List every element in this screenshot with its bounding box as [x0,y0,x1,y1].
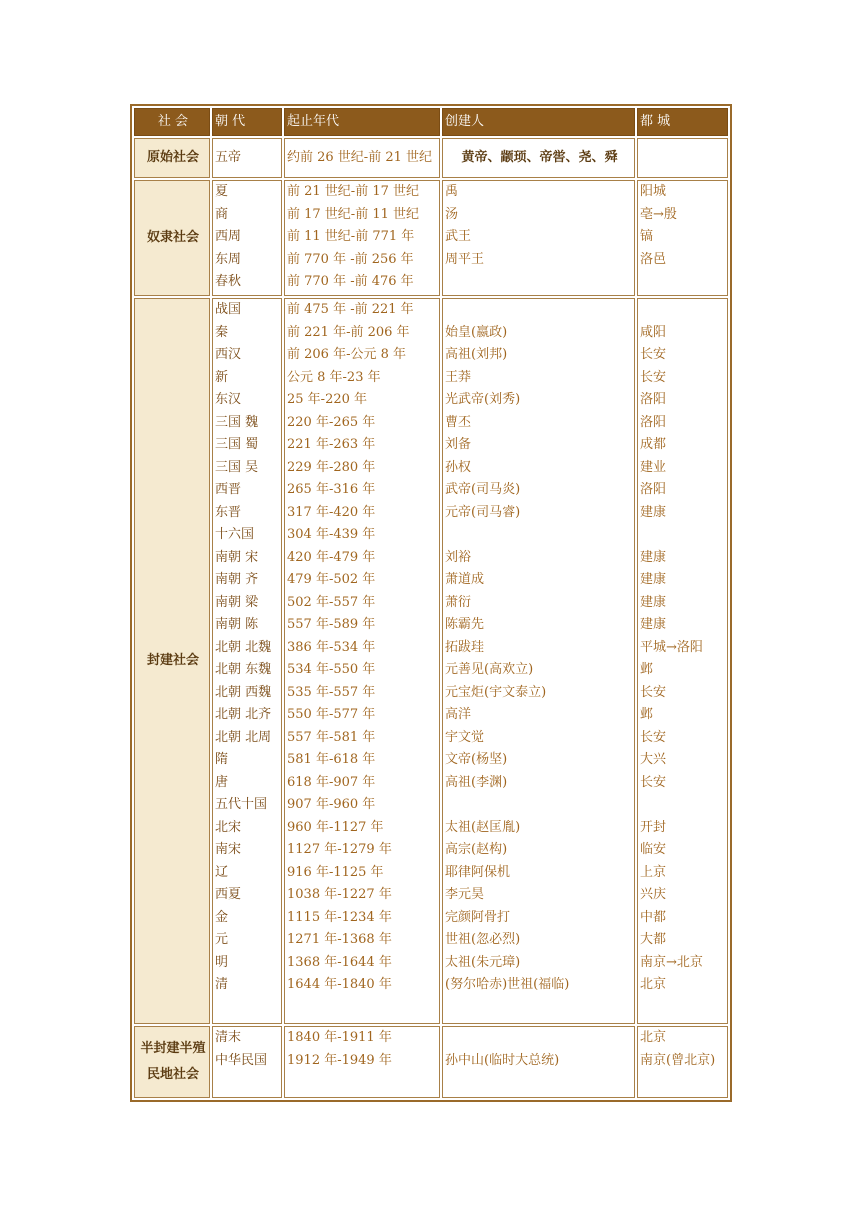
capital-name: 北京 [640,1030,667,1045]
founder-name: 王莽 [445,369,472,385]
capital-name: 成都 [640,437,667,452]
capital-name: 南京(曾北京) [640,1052,716,1068]
dynasty-name: 唐 [215,774,229,790]
dynasty-name: 中华民国 [215,1052,268,1068]
founder-name: 宇文觉 [445,729,485,745]
society-cell [134,138,210,178]
dynasty-name: 夏 [215,184,229,199]
capital-name: 兴庆 [640,887,667,902]
founder-name: 世祖(忽必烈) [445,932,521,947]
society-label-line: 半封建半殖 [140,1041,206,1056]
capital-column-cell [637,298,728,1024]
period-text: 1840 年-1911 年 [287,1030,392,1045]
founder-name: 拓跋珪 [445,639,485,655]
dynasty-name: 南朝 梁 [215,594,259,610]
period-text: 502 年-557 年 [287,594,376,610]
dynasty-name: 南朝 陈 [215,617,259,632]
period-text: 221 年-263 年 [287,437,376,452]
period-text: 前 17 世纪-前 11 世纪 [287,206,420,222]
dynasty-name: 战国 [215,302,242,317]
capital-name: 洛阳 [640,414,667,430]
dynasty-name: 北朝 北齐 [215,707,272,722]
society-cell [134,180,210,296]
period-text: 1115 年-1234 年 [287,909,392,925]
period-text: 960 年-1127 年 [287,819,384,835]
dynasty-column-cell [212,138,282,178]
dynasty-column-cell [212,180,282,296]
founder-name: 元宝炬(宇文泰立) [445,684,547,700]
society-group-row [134,298,728,1024]
founder-name: 高祖(李渊) [445,774,508,790]
capital-name: 建康 [640,549,667,565]
dynasty-name: 春秋 [215,274,242,289]
dynasty-name: 北朝 东魏 [215,662,272,677]
dynasty-name: 东汉 [215,392,242,407]
dynasty-name: 明 [215,954,229,970]
capital-name: 亳→殷 [640,206,677,222]
capital-name: 邺 [640,707,654,722]
founder-name [445,794,634,817]
period-column-cell [284,298,440,1024]
period-text: 1271 年-1368 年 [287,932,392,947]
period-text: 479 年-502 年 [287,572,376,587]
period-text: 公元 8 年-23 年 [287,369,381,385]
founder-name: 太祖(赵匡胤) [445,819,521,835]
capital-name: 长安 [640,347,667,362]
founder-name: 高洋 [445,707,472,722]
header-dynasty: 朝 代 [212,108,282,136]
period-text: 1644 年-1840 年 [287,977,392,992]
founder-column-cell [442,180,635,296]
capital-name: 临安 [640,842,667,857]
capital-name: 长安 [640,684,667,700]
capital-name: 中都 [640,909,667,925]
dynasty-column-cell [212,1026,282,1098]
period-text: 前 21 世纪-前 17 世纪 [287,184,420,199]
capital-name: 洛阳 [640,482,667,497]
dynasty-name: 清 [215,977,229,992]
capital-name: 建康 [640,572,667,587]
capital-name: 上京 [640,864,667,880]
period-text: 1912 年-1949 年 [287,1052,392,1068]
header-founder: 创建人 [442,108,635,136]
period-text: 534 年-550 年 [287,662,376,677]
capital-name: 洛邑 [640,251,667,267]
founder-name: (努尔哈赤)世祖(福临) [445,977,570,992]
founder-name: 刘裕 [445,549,472,565]
founder-name: 曹丕 [445,414,472,430]
founder-name: 周平王 [445,251,485,267]
period-text: 220 年-265 年 [287,414,376,430]
period-text: 1038 年-1227 年 [287,887,392,902]
founder-name: 李元昊 [445,887,485,902]
period-column-cell [284,138,440,178]
header-period: 起止年代 [284,108,440,136]
founder-name: 孙权 [445,459,472,475]
dynasty-name: 东晋 [215,504,242,520]
founder-name: 耶律阿保机 [445,864,511,880]
dynasty-name: 北朝 北魏 [215,639,272,655]
founder-name: 陈霸先 [445,617,485,632]
capital-name: 咸阳 [640,324,667,340]
founder-name [445,1027,634,1050]
capital-name [640,524,727,547]
period-text: 1368 年-1644 年 [287,954,392,970]
dynasty-name: 东周 [215,251,242,267]
capital-name: 北京 [640,977,667,992]
period-text: 581 年-618 年 [287,752,376,767]
founder-name: 萧道成 [445,572,485,587]
period-text: 前 475 年 -前 221 年 [287,302,414,317]
dynasty-name: 西夏 [215,887,242,902]
capital-name: 洛阳 [640,392,667,407]
founder-name: 元帝(司马睿) [445,504,521,520]
period-text: 前 11 世纪-前 771 年 [287,229,415,244]
dynasty-name: 北朝 西魏 [215,684,272,700]
dynasty-name: 南宋 [215,842,242,857]
founder-column-cell [442,298,635,1024]
capital-column-cell [637,1026,728,1098]
founder-name: 孙中山(临时大总统) [445,1052,560,1068]
capital-name: 长安 [640,369,667,385]
dynasty-name: 西周 [215,229,242,244]
dynasty-name: 金 [215,909,229,925]
capital-name: 大都 [640,932,667,947]
dynasty-name: 三国 蜀 [215,437,259,452]
period-text: 1127 年-1279 年 [287,842,392,857]
dynasty-name: 辽 [215,864,229,880]
founder-name: 完颜阿骨打 [445,909,511,925]
society-group-row [134,1026,728,1098]
founder-name: 始皇(嬴政) [445,324,508,340]
dynasty-name: 南朝 齐 [215,572,259,587]
founder-name: 禹 [445,184,459,199]
founder-name: 萧衍 [445,594,472,610]
dynasty-name: 清末 [215,1030,242,1045]
dynasty-table [130,104,732,1102]
capital-name: 长安 [640,774,667,790]
period-text: 317 年-420 年 [287,504,376,520]
dynasty-name: 隋 [215,752,229,767]
capital-name: 大兴 [640,752,667,767]
society-cell [134,1026,210,1098]
society-group-row [134,138,728,178]
capital-name: 建康 [640,504,667,520]
dynasty-name: 北宋 [215,819,242,835]
capital-name [640,147,727,170]
period-column-cell [284,180,440,296]
dynasty-name: 五代十国 [215,797,268,812]
period-text: 618 年-907 年 [287,774,376,790]
period-text: 907 年-960 年 [287,797,376,812]
founder-column-cell [442,1026,635,1098]
dynasty-name: 南朝 宋 [215,549,259,565]
period-text: 535 年-557 年 [287,684,376,700]
capital-column-cell [637,180,728,296]
founder-name: 高宗(赵构) [445,842,508,857]
capital-name [640,271,727,294]
capital-column-cell [637,138,728,178]
capital-name: 镐 [640,229,654,244]
founder-name: 文帝(杨坚) [445,752,508,767]
capital-name: 阳城 [640,184,667,199]
capital-name [640,299,727,322]
founder-name: 汤 [445,206,459,222]
dynasty-name: 西汉 [215,347,242,362]
capital-name: 建康 [640,617,667,632]
dynasty-name: 新 [215,369,229,385]
founder-name: 高祖(刘邦) [445,347,508,362]
capital-name: 开封 [640,819,667,835]
founder-column-cell [442,138,635,178]
capital-name: 南京→北京 [640,954,703,970]
capital-name: 建康 [640,594,667,610]
capital-name: 平城→洛阳 [640,639,703,655]
period-text: 前 770 年 -前 476 年 [287,274,414,289]
founder-name: 武王 [445,229,472,244]
dynasty-name: 三国 魏 [215,414,259,430]
period-text: 916 年-1125 年 [287,864,384,880]
founder-name: 元善见(高欢立) [445,662,534,677]
period-text: 420 年-479 年 [287,549,376,565]
capital-name: 长安 [640,729,667,745]
founder-name [445,271,634,294]
dynasty-name: 元 [215,932,229,947]
dynasty-column-cell [212,298,282,1024]
period-column-cell [284,1026,440,1098]
period-text: 前 221 年-前 206 年 [287,324,410,340]
period-text: 386 年-534 年 [287,639,376,655]
founder-name [445,299,634,322]
founder-name: 光武帝(刘秀) [445,392,521,407]
founder-name: 太祖(朱元璋) [445,954,521,970]
founder-name: 黄帝、颛顼、帝喾、尧、舜 [461,149,618,165]
period-text: 304 年-439 年 [287,527,376,542]
society-group-row [134,180,728,296]
dynasty-name: 北朝 北周 [215,729,272,745]
header-society: 社 会 [134,108,210,136]
period-text: 前 206 年-公元 8 年 [287,347,407,362]
society-cell [134,298,210,1024]
period-text: 约前 26 世纪-前 21 世纪 [287,149,433,165]
period-text: 557 年-581 年 [287,729,376,745]
society-label-line: 民地社会 [146,1067,199,1082]
header-capital: 都 城 [637,108,728,136]
capital-name: 建业 [640,459,667,475]
founder-name: 武帝(司马炎) [445,482,521,497]
capital-name: 邺 [640,662,654,677]
dynasty-name: 三国 吴 [215,459,259,475]
dynasty-name: 秦 [215,324,229,340]
period-text: 前 770 年 -前 256 年 [287,251,414,267]
society-label: 封建社会 [146,653,199,668]
dynasty-name: 五帝 [215,149,242,165]
period-text: 25 年-220 年 [287,392,368,407]
period-text: 557 年-589 年 [287,617,376,632]
period-text: 229 年-280 年 [287,459,376,475]
dynasty-name: 西晋 [215,482,242,497]
period-text: 265 年-316 年 [287,482,376,497]
period-text: 550 年-577 年 [287,707,376,722]
society-label: 奴隶社会 [146,230,199,245]
dynasty-name: 十六国 [215,527,255,542]
founder-name [445,524,634,547]
capital-name [640,794,727,817]
header-row [134,108,728,136]
dynasty-name: 商 [215,206,229,222]
founder-name: 刘备 [445,437,472,452]
society-label: 原始社会 [146,150,199,165]
